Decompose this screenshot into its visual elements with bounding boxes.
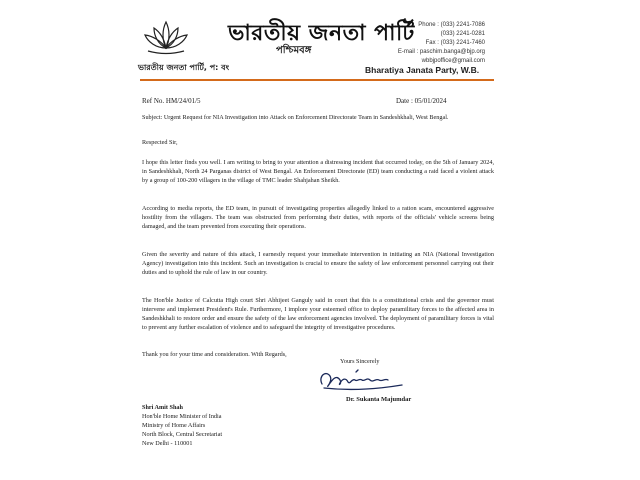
paragraph-3: Given the severity and nature of this attack, I earnestly request your immediate intervention in initiating an NIA (National Investigation Agency) investigation into this incident. Such an investigation is crucial to ensure the safety of law enforcement personnel carrying out their duties and to uphold the rule of law in our country. [142,251,494,276]
bengali-party-title: ভারতীয় জনতা পার্টি [228,21,415,46]
paragraph-2: According to media reports, the ED team, in pursuit of investigating properties allegedly linked to a ration scam, encountered aggressive hostility from the villagers. The team was obstructed from performing their duties, with reports of the officials' vehicle screens being damaged, and the team prevented from executing their operations. [142,205,494,230]
recipient-name: Shri Amit Shah [142,404,183,411]
salutation: Respected Sir, [142,139,178,146]
contact-phone-1: Phone : (033) 2241-7086 [418,22,485,28]
letter-subject: Subject: Urgent Request for NIA Investigation into Attack on Enforcement Directorate Team in Sandeshkhali, West Bengal. [142,114,449,121]
lotus-icon [140,18,192,58]
paragraph-thanks: Thank you for your time and consideration. With Regards, [142,351,287,358]
signer-name: Dr. Sukanta Majumdar [346,396,412,403]
handwritten-signature [316,366,408,394]
bengali-party-caption: ভারতীয় জনতা পার্টি, প: বং [138,63,230,72]
recipient-line-1: Hon'ble Home Minister of India [142,413,222,420]
contact-fax: Fax : (033) 2241-7460 [425,40,485,46]
closing: Yours Sincerely [340,358,380,365]
recipient-line-3: North Block, Central Secretariat [142,431,223,438]
letter-date: Date : 05/01/2024 [396,97,447,105]
contact-details [375,21,485,66]
paragraph-4: The Hon'ble Justice of Calcutta High court Shri Abhijeet Ganguly said in court that this is a constitutional crisis and the governor must intervene and implement President's Rule. Furthermore, I implore your esteemed office to deploy paramilitary forces to the affected area in Sandeshkhali to restore order and ensure the safety of the law enforcement agencies involved. The deployment of paramilitary forces is vital to prevent any further escalation of violence and to safeguard the integrity of investigative procedures. [142,297,494,331]
party-name-english: Bharatiya Janata Party, W.B. [365,65,480,75]
header-divider [140,79,494,81]
contact-email-1: E-mail : paschim.banga@bjp.org [397,49,485,55]
paragraph-1: I hope this letter finds you well. I am writing to bring to your attention a distressing incident that occurred today, on the 5th of January 2024, in Sandeshkhali, North 24 Parganas district of West Bengal. An Enforcement Directorate (ED) team conducting a raid faced a violent attack by a group of 100-200 villagers in the village of TMC leader Shahjahan Sheikh. [142,159,494,184]
recipient-line-2: Ministry of Home Affairs [142,422,206,429]
reference-number: Ref No. HM/24/01/5 [142,97,201,105]
bengali-state-name: পশ্চিমবঙ্গ [276,45,312,56]
recipient-line-4: New Delhi - 110001 [142,440,193,447]
contact-email-2: wbbjpoffice@gmail.com [421,58,485,64]
recipient-address [142,403,222,448]
contact-phone-2: (033) 2241-0281 [440,31,485,37]
